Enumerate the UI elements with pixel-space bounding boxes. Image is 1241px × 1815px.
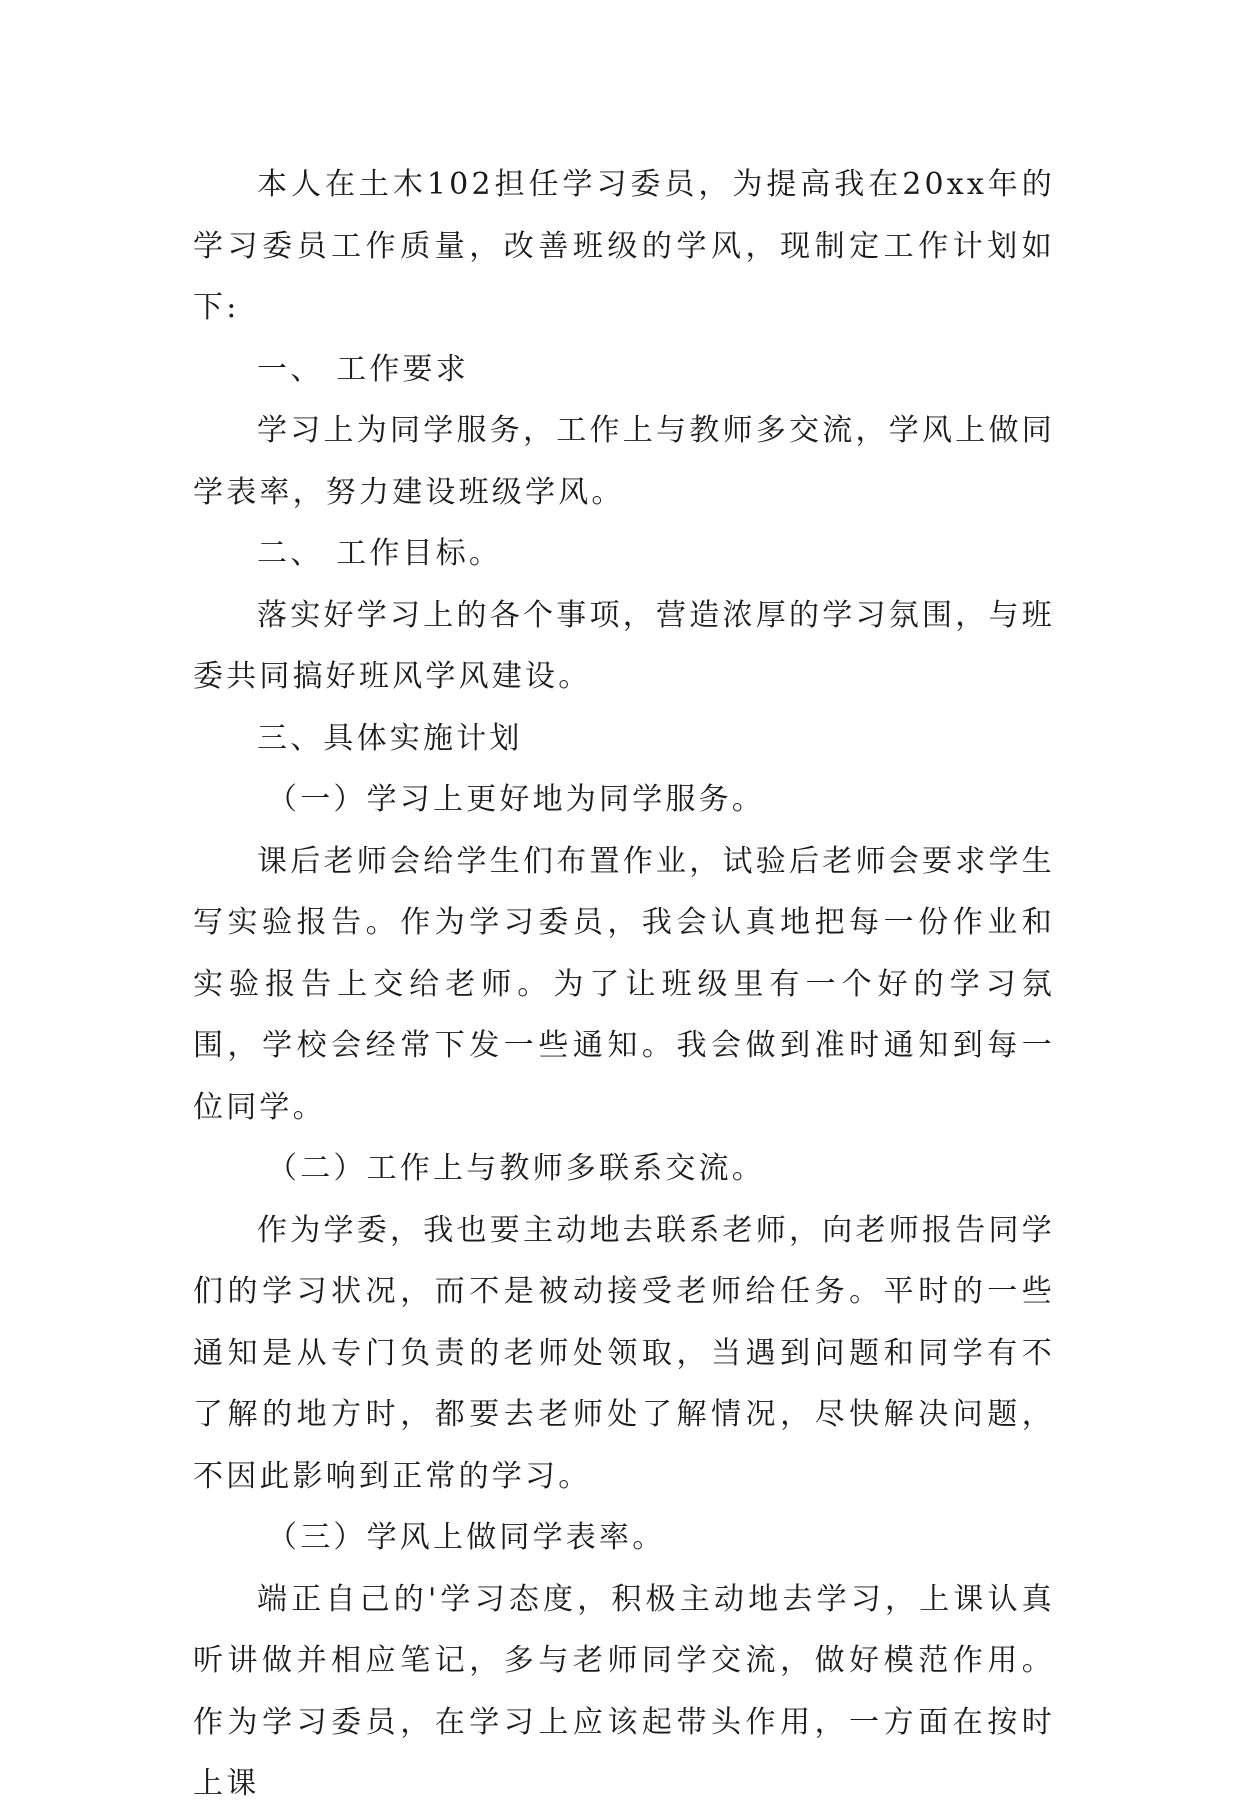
subheading-teacher-communication: （二）工作上与教师多联系交流。 bbox=[267, 1151, 765, 1186]
subheading-role-model: （三）学风上做同学表率。 bbox=[267, 1520, 666, 1555]
paragraph-intro: 本人在土木102担任学习委员，为提高我在20xx年的学习委员工作质量，改善班级的学风，现制定工作计划如下: bbox=[193, 167, 1055, 325]
paragraph-work-requirements: 学习上为同学服务，工作上与教师多交流，学风上做同学表率，努力建设班级学风。 bbox=[193, 413, 1055, 510]
paragraph-teacher-communication: 作为学委，我也要主动地去联系老师，向老师报告同学们的学习状况，而不是被动接受老师给任务。平时的一些通知是从专门负责的老师处领取，当遇到问题和同学有不了解的地方时，都要去老师处了解情况，尽快解决问题，不因此影响到正常的学习。 bbox=[193, 1212, 1055, 1494]
heading-work-goals: 二、 工作目标。 bbox=[257, 536, 503, 571]
paragraph-work-goals: 落实好学习上的各个事项，营造浓厚的学习氛围，与班委共同搞好班风学风建设。 bbox=[193, 597, 1055, 694]
heading-implementation-plan: 三、具体实施计划 bbox=[257, 720, 523, 756]
subheading-serve-classmates: （一）学习上更好地为同学服务。 bbox=[267, 782, 765, 817]
paragraph-role-model: 端正自己的'学习态度，积极主动地去学习，上课认真听讲做并相应笔记，多与老师同学交流，做好模范作用。作为学习委员，在学习上应该起带头作用，一方面在按时上课 bbox=[193, 1581, 1055, 1801]
paragraph-serve-classmates: 课后老师会给学生们布置作业，试验后老师会要求学生写实验报告。作为学习委员，我会认真地把每一份作业和实验报告上交给老师。为了让班级里有一个好的学习氛围，学校会经常下发一些通知。我会做到准时通知到每一位同学。 bbox=[193, 843, 1055, 1125]
document-body bbox=[193, 154, 1055, 1815]
heading-work-requirements: 一、 工作要求 bbox=[257, 351, 469, 387]
